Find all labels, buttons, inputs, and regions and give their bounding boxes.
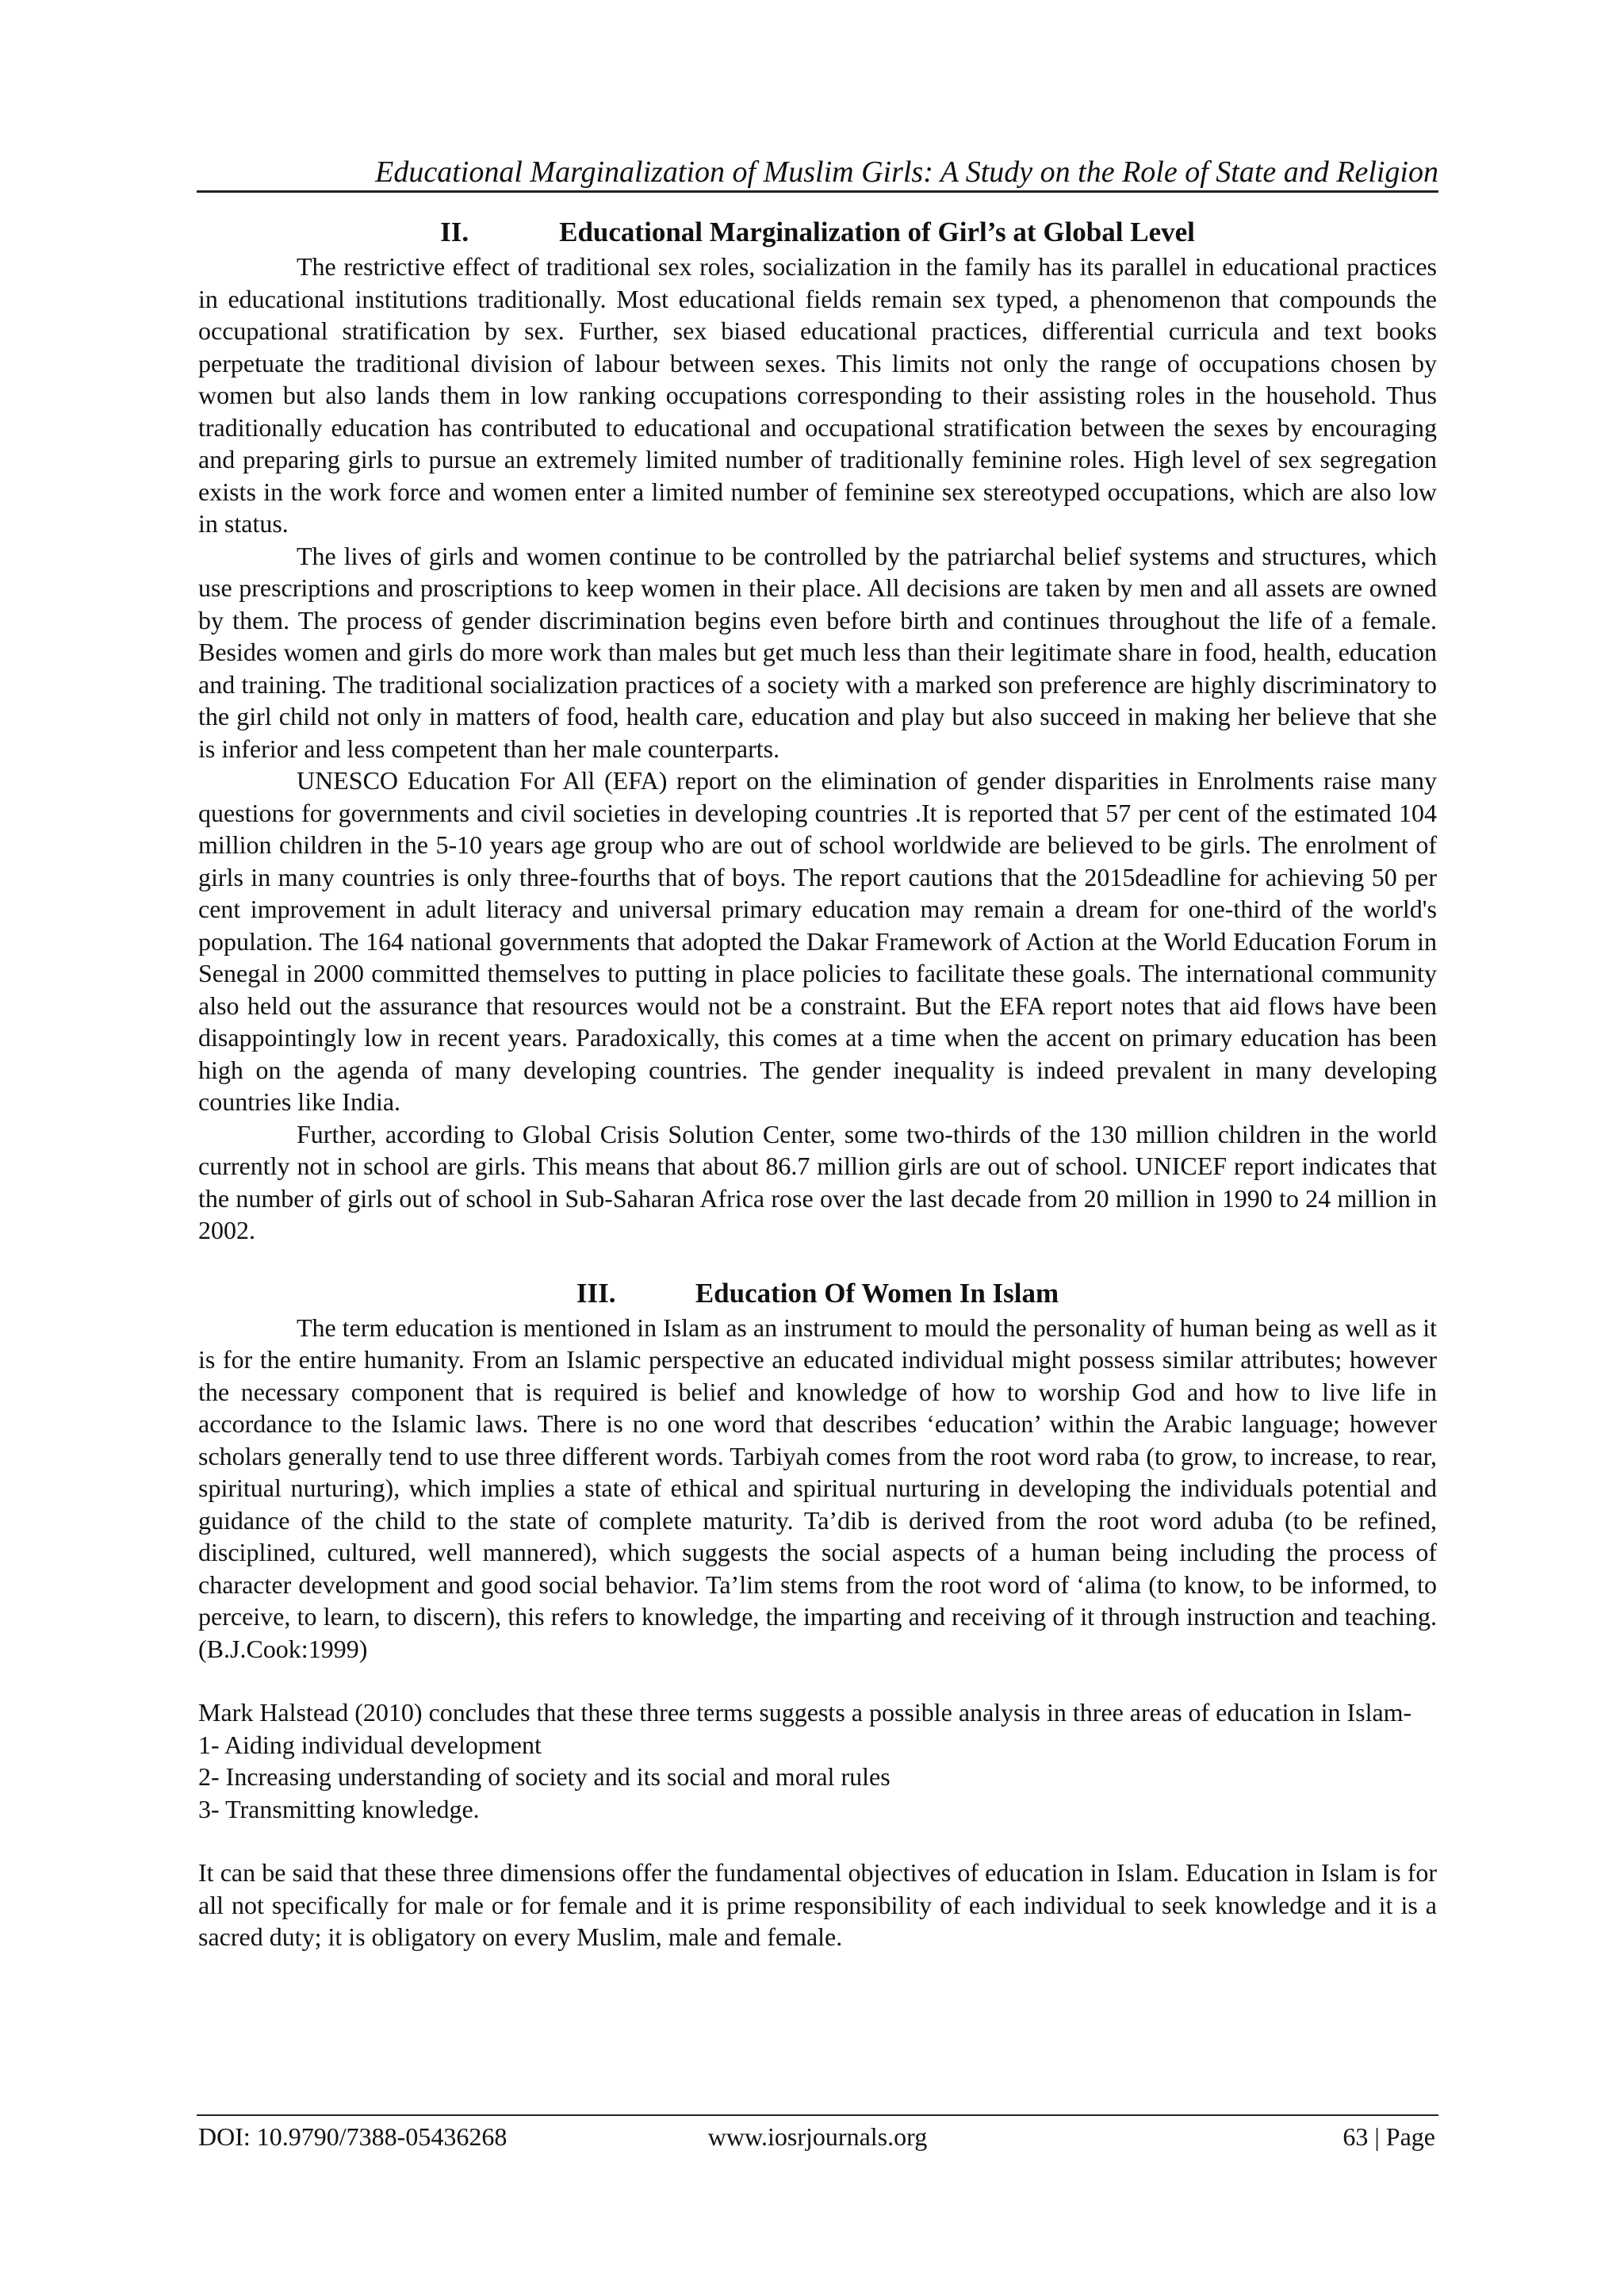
section-number: III. [576, 1277, 616, 1309]
spacer [198, 1825, 1437, 1857]
spacer [198, 1247, 1437, 1275]
section-title: Educational Marginalization of Girl’s at Global Level [559, 217, 1195, 247]
doi-text: DOI: 10.9790/7388-05436268 [198, 2122, 508, 2151]
list-item: 1- Aiding individual development [198, 1730, 542, 1759]
page-number: 63 | Page [1342, 2122, 1435, 2151]
journal-website: www.iosrjournals.org [707, 2122, 928, 2151]
paragraph: Further, according to Global Crisis Solution Center, some two-thirds of the 130 million children in the world currently not in school are girls. This means that about 86.7 million girls are out of school. UNICEF report indicates that the number of girls out of school in Sub-Saharan Africa rose over the last decade from 20 million in 1990 to 24 million in 2002. [198, 1119, 1437, 1244]
list-intro: Mark Halstead (2010) concludes that these three terms suggests a possible analysis in three areas of education in Islam- [198, 1698, 1412, 1727]
header-rule [197, 190, 1438, 193]
section-heading-ii [198, 214, 1437, 251]
paragraph: UNESCO Education For All (EFA) report on the elimination of gender disparities in Enrolments raise many questions for governments and civil societies in developing countries .It is reported that 57 per cent of the estimated 104 million children in the 5-10 years age group who are out of school worldwide are believed to be girls. The enrolment of girls in many countries is only three-fourths that of boys. The report cautions that the 2015deadline for achieving 50 per cent improvement in adult literacy and universal primary education may remain a dream for one-third of the world's population. The 164 national governments that adopted the Dakar Framework of Action at the World Education Forum in Senegal in 2000 committed themselves to putting in place policies to facilitate these goals. The international community also held out the assurance that resources would not be a constraint. But the EFA report notes that aid flows have been disappointingly low in recent years. Paradoxically, this comes at a time when the accent on primary education has been high on the agenda of many developing countries. The gender inequality is indeed prevalent in many developing countries like India. [198, 766, 1437, 1116]
paragraph: The restrictive effect of traditional sex roles, socialization in the family has its parallel in educational practices in educational institutions traditionally. Most educational fields remain sex typed, a phenomenon that compounds the occupational stratification by sex. Further, sex biased educational practices, differential curricula and text books perpetuate the traditional division of labour between sexes. This limits not only the range of occupations chosen by women but also lands them in low ranking occupations corresponding to their assisting roles in the household. Thus traditionally education has contributed to educational and occupational stratification between the sexes by encouraging and preparing girls to pursue an extremely limited number of traditionally feminine roles. High level of sex segregation exists in the work force and women enter a limited number of feminine sex stereotyped occupations, which are also low in status. [198, 252, 1437, 538]
section-title: Education Of Women In Islam [695, 1277, 1059, 1309]
section-heading-iii [198, 1275, 1437, 1312]
list-item: 3- Transmitting knowledge. [198, 1794, 480, 1823]
footer-rule [197, 2114, 1438, 2116]
page-footer [198, 2119, 1437, 2159]
paragraph: The lives of girls and women continue to be controlled by the patriarchal belief systems and structures, which use prescriptions and proscriptions to keep women in their place. All decisions are taken by men and all assets are owned by them. The process of gender discrimination begins even before birth and continues throughout the life of a female. Besides women and girls do more work than males but get much less than their legitimate share in food, health, education and training. The traditional socialization practices of a society with a marked son preference are highly discriminatory to the girl child not only in matters of food, health care, education and play but also succeed in making her believe that she is inferior and less competent than her male counterparts. [198, 541, 1437, 763]
spacer [198, 1665, 1437, 1696]
paragraph: The term education is mentioned in Islam as an instrument to mould the personality of human being as well as it is for the entire humanity. From an Islamic perspective an educated individual might possess similar attributes; however the necessary component that is required is belief and knowledge of how to worship God and how to live life in accordance to the Islamic laws. There is no one word that describes ‘education’ within the Arabic language; however scholars generally tend to use three different words. Tarbiyah comes from the root word raba (to grow, to increase, to rear, spiritual nurturing), which implies a state of ethical and spiritual nurturing in developing the individuals potential and guidance of the child to the state of complete maturity. Ta’dib is derived from the root word aduba (to be refined, disciplined, cultured, well mannered), which suggests the social aspects of a human being including the process of character development and good social behavior. Ta’lim stems from the root word of ‘alima (to know, to be informed, to perceive, to learn, to discern), this refers to knowledge, the imparting and receiving of it through instruction and teaching. (B.J.Cook:1999) [198, 1313, 1437, 1663]
running-header: Educational Marginalization of Muslim Girls: A Study on the Role of State and Religion [375, 155, 1438, 189]
paragraph: It can be said that these three dimensions offer the fundamental objectives of education in Islam. Education in Islam is for all not specifically for male or for female and it is prime responsibility of each individual to seek knowledge and it is a sacred duty; it is obligatory on every Muslim, male and female. [198, 1858, 1437, 1951]
article-body [198, 214, 1437, 1953]
list-item: 2- Increasing understanding of society and its social and moral rules [198, 1762, 891, 1791]
section-number: II. [440, 217, 469, 247]
